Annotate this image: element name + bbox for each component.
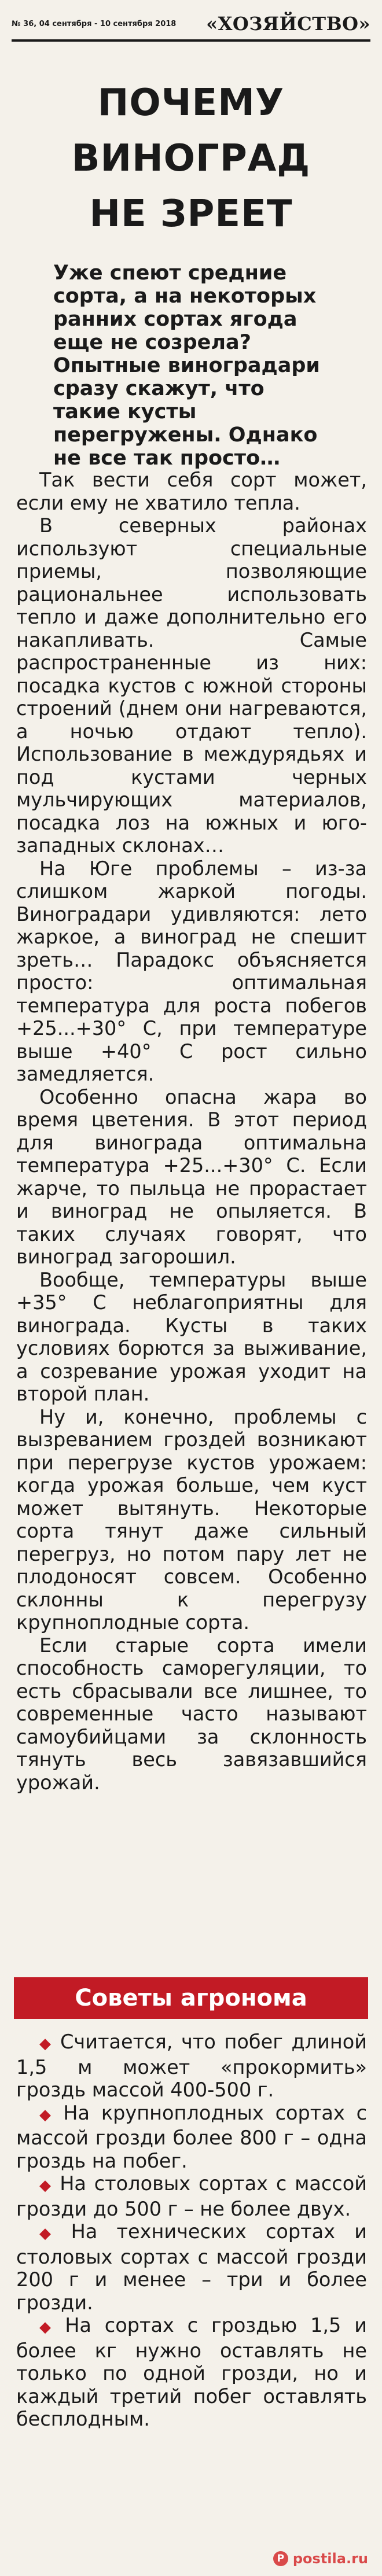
paragraph: Вообще, температуры выше +35° С неблагоприятны для винограда. Кусты в таких условиях борются за выживание, а созревание урожая уходит на второй план. bbox=[16, 1268, 367, 1405]
header-divider bbox=[12, 39, 370, 42]
paragraph: В северных районах используют специальные приемы, позволяющие рациональнее использовать тепло и даже дополнительно его накапливать. Самые распространенные из них: посадка кустов с южной стороны строений (днем они нагреваются, а ночью отдают тепло). Использование в междурядьях и под кустами черных мульчирующих материалов, посадка лоз на южных и юго-западных склонах… bbox=[16, 514, 367, 857]
tip-item bbox=[16, 2220, 367, 2314]
section-title: «ХОЗЯЙСТВО» bbox=[206, 13, 370, 35]
paragraph: Если старые сорта имели способность саморегуляции, то есть сбрасывали все лишнее, то современные часто называют самоубийцами за склонность тянуть весь завязавшийся урожай. bbox=[16, 1634, 367, 1794]
issue-info: № 36, 04 сентября - 10 сентября 2018 bbox=[12, 19, 177, 28]
watermark-text: postila.ru bbox=[292, 2551, 368, 2567]
diamond-bullet-icon: ◆ bbox=[39, 2035, 54, 2052]
diamond-bullet-icon: ◆ bbox=[39, 2319, 58, 2336]
paragraph: Ну и, конечно, проблемы с вызреванием гроздей возникают при перегрузе кустов урожаем: когда урожая больше, чем куст может вытянуть. Некоторые сорта тянут даже сильный перегруз, но потом пару лет не плодоносят совсем. Особенно склонны к перегрузу крупноплодные сорта. bbox=[16, 1405, 367, 1634]
diamond-bullet-icon: ◆ bbox=[39, 2177, 53, 2194]
diamond-bullet-icon: ◆ bbox=[39, 2225, 64, 2242]
tip-item bbox=[16, 2102, 367, 2173]
headline-line: ВИНОГРАД bbox=[71, 137, 311, 180]
tip-text: На крупноплодных сортах с массой грозди более 800 г – одна гроздь на побег. bbox=[16, 2101, 368, 2172]
tip-item bbox=[16, 2172, 367, 2220]
paragraph: Особенно опасна жара во время цветения. В этот период для винограда оптимальна температура +25...+30° С. Если жарче, то пыльца не прорастает и виноград не опыляется. В таких случаях говорят, что виноград загорошил. bbox=[16, 1085, 367, 1268]
tips-list bbox=[16, 2030, 367, 2431]
page-header bbox=[12, 10, 370, 37]
headline-line: ПОЧЕМУ bbox=[97, 82, 285, 124]
article-headline bbox=[12, 75, 370, 242]
tip-item bbox=[16, 2030, 367, 2102]
tips-title: Советы агронома bbox=[75, 1985, 307, 2011]
pin-icon: P bbox=[273, 2551, 288, 2566]
diamond-bullet-icon: ◆ bbox=[39, 2106, 57, 2124]
tip-item bbox=[16, 2314, 367, 2431]
tip-text: На технических сортах и столовых сортах с массой грозди 200 г и менее – три и более грозди. bbox=[16, 2220, 367, 2314]
article-lead: Уже спеют средние сорта, а на некоторых ранних сортах ягода еще не созрела? Опытные виноградари сразу скажут, что такие кусты перегружены. Однако не все так просто… bbox=[53, 261, 320, 470]
tips-banner bbox=[14, 1977, 368, 2019]
tip-text: Считается, что побег длиной 1,5 м может «прокормить» гроздь массой 400-500 г. bbox=[16, 2030, 367, 2101]
tip-text: На сортах с гроздью 1,5 и более кг нужно оставлять не только по одной грозди, но и каждый третий побег оставлять бесплодным. bbox=[16, 2314, 367, 2430]
site-watermark bbox=[273, 2551, 368, 2567]
paragraph: Так вести себя сорт может, если ему не хватило тепла. bbox=[16, 469, 367, 514]
article-body bbox=[16, 469, 367, 1794]
tip-text: На столовых сортах с массой грозди до 500 г – не более двух. bbox=[16, 2172, 367, 2220]
paragraph: На Юге проблемы – из-за слишком жаркой погоды. Виноградари удивляются: лето жаркое, а виноград не спешит зреть… Парадокс объясняется просто: оптимальная температура для роста побегов +25...+30° С, при температуре выше +40° С рост сильно замедляется. bbox=[16, 857, 367, 1085]
headline-line: НЕ ЗРЕЕТ bbox=[89, 193, 293, 235]
